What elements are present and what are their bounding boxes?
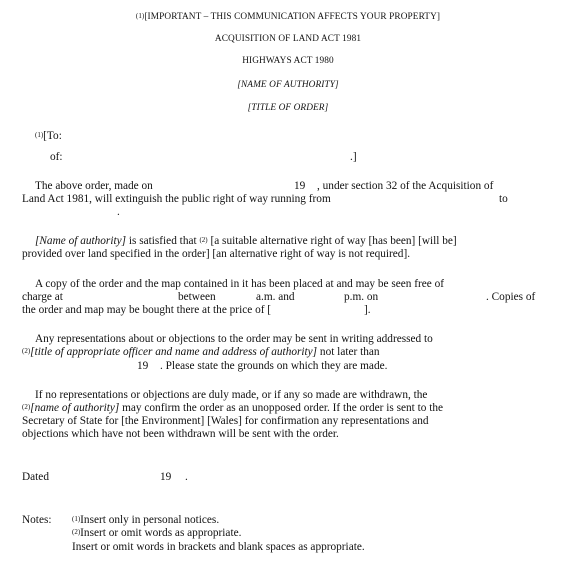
para1-a: The above order, made on: [35, 180, 153, 192]
para5-line1: If no representations or objections are duly made, or if any so made are withdrawn, the: [35, 389, 428, 401]
para1-d: Land Act 1981, will extinguish the public right of way running from: [22, 193, 331, 205]
of-label: of:: [50, 151, 63, 163]
para2-text: [a suitable alternative right of way [has been] [will be]: [210, 235, 457, 247]
para3-am: a.m. and: [256, 291, 295, 303]
important-text: [IMPORTANT – THIS COMMUNICATION AFFECTS YOUR PROPERTY]: [144, 12, 441, 22]
footnote-marker: (1): [72, 515, 81, 523]
para3-copies: . Copies of: [486, 291, 536, 303]
footnote-marker: (2): [199, 236, 208, 244]
para4-text: not later than: [319, 346, 380, 358]
footnote-marker: (2): [22, 403, 31, 411]
dated-year: 19: [160, 471, 172, 483]
para1-to: to: [499, 193, 508, 205]
para2-line2: provided over land specified in the order] [an alternative right of way is not required].: [22, 248, 411, 260]
footnote-marker: (1): [135, 12, 145, 20]
footnote-marker: (2): [72, 528, 81, 536]
note-2: [72, 527, 241, 540]
para4-line3: . Please state the grounds on which they are made.: [160, 360, 388, 372]
para3-pm: p.m. on: [344, 291, 379, 303]
para3-charge: charge at: [22, 291, 63, 303]
authority-heading: [NAME OF AUTHORITY]: [237, 80, 339, 90]
para2-line1: [35, 235, 457, 248]
authority-placeholder: [name of authority]: [30, 402, 120, 414]
para5-line3: Secretary of State for [the Environment] [Wales] for confirmation any representations and: [22, 415, 429, 427]
para1-year: 19: [294, 180, 306, 192]
para3-line1: A copy of the order and the map contained in it has been placed at and may be seen free of: [35, 278, 445, 290]
note-text: Insert or omit words as appropriate.: [80, 527, 242, 539]
dated-label: Dated: [22, 471, 49, 483]
note-1: [72, 514, 219, 527]
para3-between: between: [178, 291, 216, 303]
para1-c: , under section 32 of the Acquisition of: [317, 180, 494, 192]
order-title-heading: [TITLE OF ORDER]: [247, 103, 329, 113]
note-text: Insert only in personal notices.: [80, 514, 220, 526]
act-1981-heading: ACQUISITION OF LAND ACT 1981: [214, 34, 362, 44]
para5-line2: [22, 402, 443, 415]
para1-end: .: [117, 206, 120, 218]
para5-line4: objections which have not been withdrawn will be sent with the order.: [22, 428, 339, 440]
note-3: Insert or omit words in brackets and blank spaces as appropriate.: [72, 541, 365, 553]
to-line: [35, 130, 62, 143]
authority-placeholder: [Name of authority]: [35, 235, 127, 247]
para4-line1: Any representations about or objections to the order may be sent in writing addressed to: [35, 333, 433, 345]
para5-text: may confirm the order as an unopposed order. If the order is sent to the: [122, 402, 444, 414]
para4-year: 19: [137, 360, 149, 372]
para3-price-close: ].: [364, 304, 371, 316]
para2-text: is satisfied that: [128, 235, 197, 247]
para4-line2: [22, 346, 380, 359]
footnote-marker: (2): [22, 347, 31, 355]
officer-placeholder: [title of appropriate officer and name and address of authority]: [30, 346, 318, 358]
address-close: .]: [350, 151, 357, 163]
dated-dot: .: [185, 471, 188, 483]
notes-label: Notes:: [22, 514, 52, 526]
act-1980-heading: HIGHWAYS ACT 1980: [242, 56, 334, 66]
para3-price: the order and map may be bought there at the price of [: [22, 304, 272, 316]
to-label: [To:: [43, 130, 62, 142]
important-heading: [0, 11, 576, 24]
footnote-marker: (1): [35, 131, 44, 139]
